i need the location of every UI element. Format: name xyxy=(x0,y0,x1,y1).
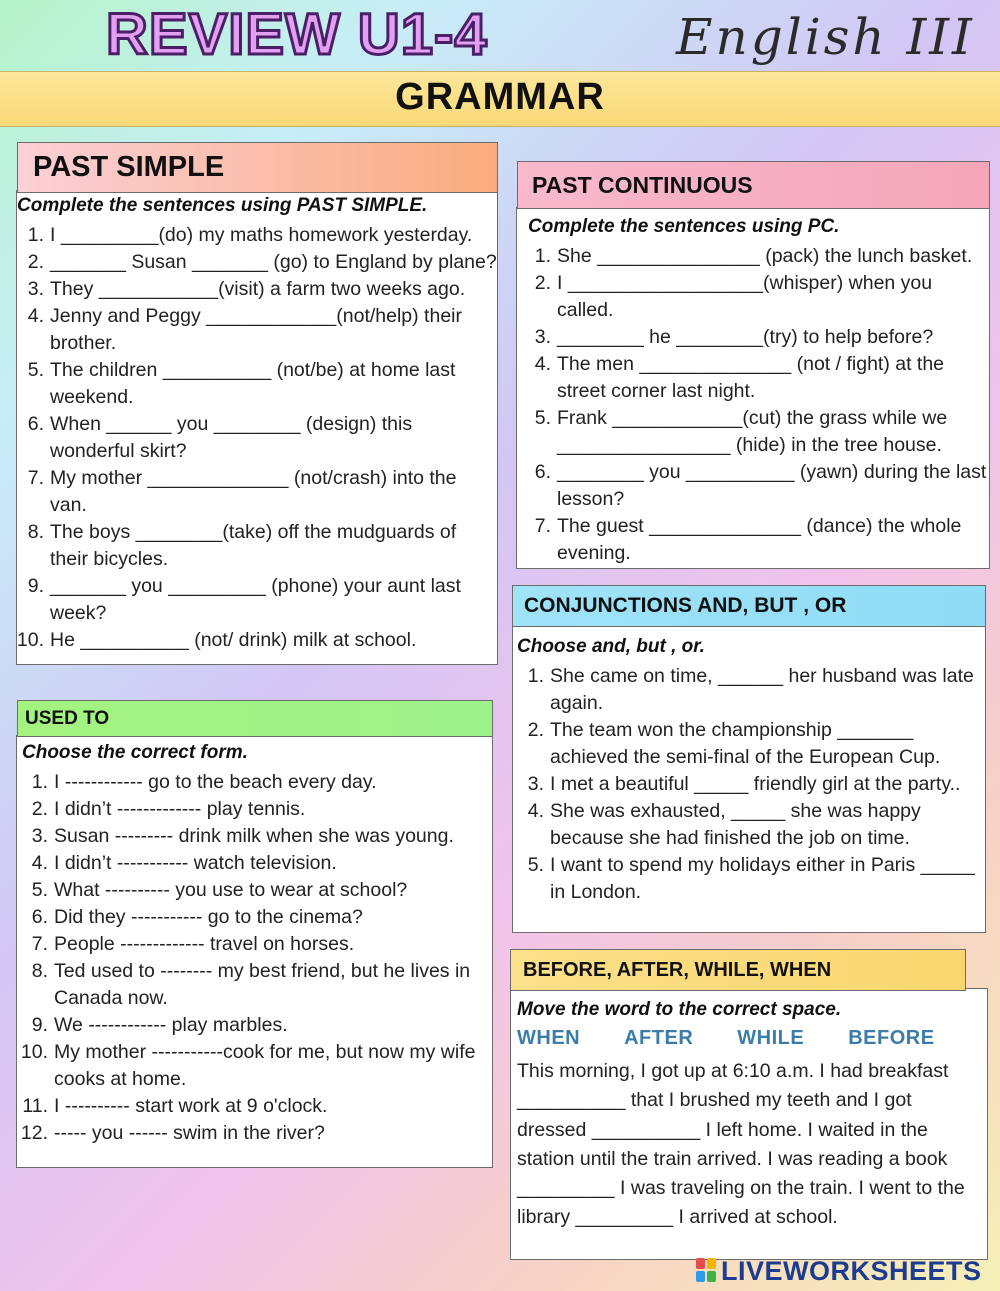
item-number: 7. xyxy=(534,515,551,537)
exercise-item xyxy=(18,519,498,573)
item-number: 8. xyxy=(31,960,48,982)
item-text: The team won the championship _______ achieved the semi-final of the European Cup. xyxy=(550,719,941,768)
past-continuous-heading: PAST CONTINUOUS xyxy=(517,161,990,209)
used-to-instruction: Choose the correct form. xyxy=(22,742,248,763)
item-text: I met a beautiful _____ friendly girl at the party.. xyxy=(550,773,961,795)
exercise-item xyxy=(520,852,982,906)
exercise-item xyxy=(22,1120,492,1147)
past-continuous-instruction: Complete the sentences using PC. xyxy=(528,216,840,237)
exercise-item xyxy=(528,243,988,270)
item-number: 5. xyxy=(527,854,544,876)
exercise-item xyxy=(18,411,498,465)
item-text: I _________(do) my maths homework yesterday. xyxy=(50,224,473,246)
item-text: _______ Susan _______ (go) to England by plane? xyxy=(50,251,497,273)
item-number: 10. xyxy=(20,1041,48,1063)
item-number: 7. xyxy=(27,467,44,489)
item-text: ----- you ------ swim in the river? xyxy=(54,1122,325,1144)
item-number: 12. xyxy=(20,1122,48,1144)
item-text: Susan --------- drink milk when she was young. xyxy=(54,825,454,847)
item-number: 4. xyxy=(534,353,551,375)
item-text: They ___________(visit) a farm two weeks ago. xyxy=(50,278,466,300)
item-text: I didn’t ----------- watch television. xyxy=(54,852,337,874)
item-number: 1. xyxy=(534,245,551,267)
page-title: REVIEW U1-4 xyxy=(106,2,488,67)
item-number: 11. xyxy=(22,1095,48,1117)
item-number: 10. xyxy=(16,629,44,651)
section-title: GRAMMAR xyxy=(395,76,605,118)
exercise-item xyxy=(22,904,492,931)
item-number: 9. xyxy=(31,1014,48,1036)
exercise-item xyxy=(18,276,498,303)
exercise-item xyxy=(520,798,982,852)
item-text: She came on time, ______ her husband was late again. xyxy=(550,665,974,714)
item-text: When ______ you ________ (design) this wonderful skirt? xyxy=(50,413,413,462)
time-words-paragraph: This morning, I got up at 6:10 a.m. I had breakfast __________ that I brushed my teeth and I got dressed __________ I left home. I waited in the station until the train arrived. I was reading a book _________ I was traveling on the train. I went to the library _________ I arrived at school. xyxy=(517,1060,965,1229)
conjunctions-instruction: Choose and, but , or. xyxy=(517,636,705,657)
item-text: The children __________ (not/be) at home last weekend. xyxy=(50,359,456,408)
exercise-item xyxy=(520,771,982,798)
exercise-item xyxy=(18,465,498,519)
exercise-item xyxy=(528,513,988,567)
exercise-item xyxy=(520,663,982,717)
exercise-item xyxy=(18,627,498,654)
item-text: The men ______________ (not / fight) at the street corner last night. xyxy=(557,353,945,402)
item-number: 5. xyxy=(534,407,551,429)
exercise-item xyxy=(22,1012,492,1039)
item-text: She _______________ (pack) the lunch basket. xyxy=(557,245,973,267)
item-text: The boys ________(take) off the mudguards of their bicycles. xyxy=(50,521,457,570)
item-text: My mother _____________ (not/crash) into the van. xyxy=(50,467,457,516)
exercise-item xyxy=(22,796,492,823)
exercise-item xyxy=(22,1039,492,1093)
item-text: People ------------- travel on horses. xyxy=(54,933,355,955)
item-text: Frank ____________(cut) the grass while we ________________ (hide) in the tree house. xyxy=(557,407,948,456)
item-number: 5. xyxy=(27,359,44,381)
exercise-item xyxy=(18,573,498,627)
exercise-item xyxy=(22,877,492,904)
item-text: She was exhausted, _____ she was happy because she had finished the job on time. xyxy=(550,800,921,849)
item-text: ________ he ________(try) to help before? xyxy=(557,326,934,348)
item-number: 2. xyxy=(534,272,551,294)
exercise-item xyxy=(520,717,982,771)
item-number: 6. xyxy=(534,461,551,483)
item-number: 6. xyxy=(27,413,44,435)
item-text: I ---------- start work at 9 o'clock. xyxy=(54,1095,328,1117)
word-after[interactable]: AFTER xyxy=(624,1027,694,1049)
exercise-item xyxy=(528,324,988,351)
past-simple-heading: PAST SIMPLE xyxy=(17,142,498,193)
exercise-item xyxy=(528,270,988,324)
used-to-list xyxy=(22,769,492,1147)
item-number: 2. xyxy=(27,251,44,273)
item-number: 2. xyxy=(31,798,48,820)
item-text: The guest ______________ (dance) the whole evening. xyxy=(557,515,962,564)
item-number: 8. xyxy=(27,521,44,543)
item-number: 3. xyxy=(534,326,551,348)
item-number: 6. xyxy=(31,906,48,928)
exercise-item xyxy=(22,1093,492,1120)
used-to-heading: USED TO xyxy=(17,700,493,737)
item-text: Ted used to -------- my best friend, but he lives in Canada now. xyxy=(54,960,471,1009)
item-text: I want to spend my holidays either in Paris _____ in London. xyxy=(550,854,975,903)
section-banner xyxy=(0,71,1000,127)
item-number: 1. xyxy=(527,665,544,687)
item-text: My mother -----------cook for me, but now my wife cooks at home. xyxy=(54,1041,476,1090)
time-words-instruction: Move the word to the correct space. xyxy=(517,999,842,1020)
exercise-item xyxy=(22,958,492,1012)
item-text: ________ you __________ (yawn) during the last lesson? xyxy=(557,461,987,510)
item-text: Jenny and Peggy ____________(not/help) their brother. xyxy=(50,305,462,354)
word-when[interactable]: WHEN xyxy=(517,1027,581,1049)
exercise-item xyxy=(22,823,492,850)
word-bank xyxy=(517,1027,987,1050)
exercise-item xyxy=(18,249,498,276)
past-continuous-list xyxy=(528,243,988,567)
item-number: 1. xyxy=(27,224,44,246)
time-words-heading: BEFORE, AFTER, WHILE, WHEN xyxy=(510,949,966,991)
item-number: 4. xyxy=(527,800,544,822)
item-number: 5. xyxy=(31,879,48,901)
exercise-item xyxy=(18,357,498,411)
item-text: I ------------ go to the beach every day. xyxy=(54,771,377,793)
item-number: 2. xyxy=(527,719,544,741)
past-simple-instruction: Complete the sentences using PAST SIMPLE. xyxy=(17,195,428,216)
exercise-item xyxy=(22,769,492,796)
item-number: 4. xyxy=(31,852,48,874)
exercise-item xyxy=(528,459,988,513)
word-before[interactable]: BEFORE xyxy=(848,1027,935,1049)
liveworksheets-logo xyxy=(696,1254,982,1288)
exercise-item xyxy=(18,303,498,357)
item-text: I __________________(whisper) when you called. xyxy=(557,272,933,321)
item-text: He __________ (not/ drink) milk at school. xyxy=(50,629,417,651)
logo-icon xyxy=(696,1258,718,1284)
item-text: I didn’t ------------- play tennis. xyxy=(54,798,306,820)
item-text: We ------------ play marbles. xyxy=(54,1014,288,1036)
logo-text: LIVEWORKSHEETS xyxy=(721,1255,982,1286)
exercise-item xyxy=(528,405,988,459)
word-while[interactable]: WHILE xyxy=(737,1027,805,1049)
item-number: 3. xyxy=(31,825,48,847)
subject-title: English III xyxy=(676,8,975,66)
item-number: 3. xyxy=(27,278,44,300)
item-number: 1. xyxy=(31,771,48,793)
conjunctions-heading: CONJUNCTIONS AND, BUT , OR xyxy=(512,585,986,627)
exercise-item xyxy=(18,222,498,249)
exercise-item xyxy=(528,351,988,405)
item-text: Did they ----------- go to the cinema? xyxy=(54,906,363,928)
past-simple-list xyxy=(18,222,498,654)
item-number: 9. xyxy=(27,575,44,597)
exercise-item xyxy=(22,931,492,958)
item-text: What ---------- you use to wear at school? xyxy=(54,879,408,901)
item-text: _______ you _________ (phone) your aunt last week? xyxy=(50,575,461,624)
exercise-item xyxy=(22,850,492,877)
item-number: 7. xyxy=(31,933,48,955)
conjunctions-list xyxy=(520,663,982,906)
item-number: 3. xyxy=(527,773,544,795)
item-number: 4. xyxy=(27,305,44,327)
